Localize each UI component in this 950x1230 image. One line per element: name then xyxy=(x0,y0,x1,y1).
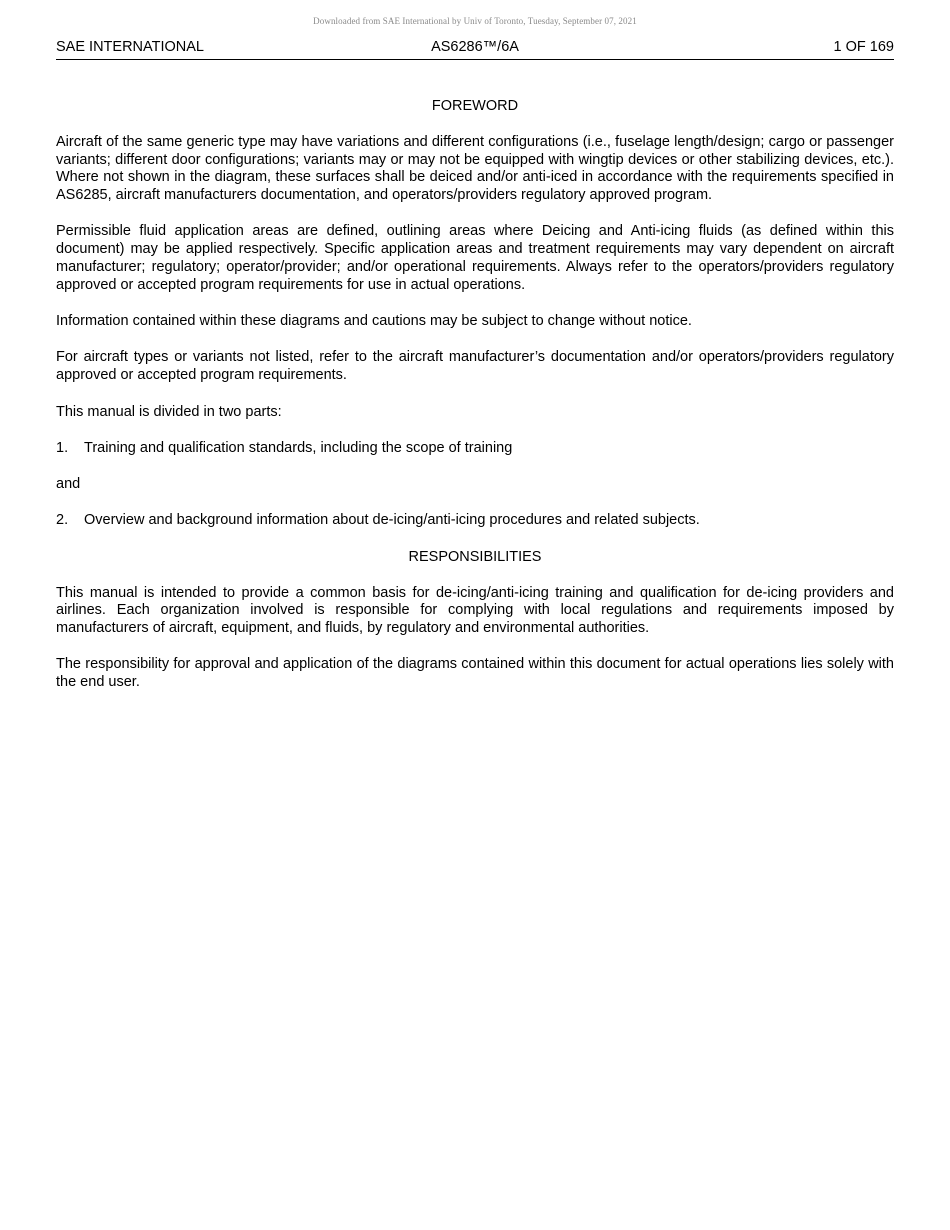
responsibilities-paragraph-1: This manual is intended to provide a common basis for de-icing/anti-icing training and qualification for de-icing providers and airlines. Each organization involved is responsible for complying with local regulations and requirements imposed by manufacturers of aircraft, equipment, and fluids, by regulatory and environmental authorities. xyxy=(56,584,894,637)
download-watermark: Downloaded from SAE International by Univ of Toronto, Tuesday, September 07, 2021 xyxy=(313,16,637,26)
foreword-heading: FOREWORD xyxy=(431,98,519,114)
responsibilities-paragraph-2: The responsibility for approval and application of the diagrams contained within this document for actual operations lies solely with the end user. xyxy=(56,656,894,691)
list-item-text: Overview and background information about de-icing/anti-icing procedures and related subjects. xyxy=(84,512,700,529)
list-item xyxy=(56,512,894,530)
responsibilities-heading: RESPONSIBILITIES xyxy=(408,548,542,565)
foreword-paragraph-3: Information contained within these diagrams and cautions may be subject to change without notice. xyxy=(56,313,692,330)
header-page-number: 1 OF 169 xyxy=(833,39,894,55)
foreword-paragraph-2: Permissible fluid application areas are defined, outlining areas where Deicing and Anti-icing fluids (as defined within this document) may be applied respectively. Specific application areas and treatment requirements may vary dependent on aircraft manufacturer; regulatory; operator/provider; and/or operational requirements. Always refer to the operators/providers regulatory approved or accepted program requirements for use in actual operations. xyxy=(56,223,894,293)
page-body xyxy=(56,98,894,711)
header-organization: SAE INTERNATIONAL xyxy=(56,39,204,55)
list-item-text: Training and qualification standards, including the scope of training xyxy=(84,439,513,456)
foreword-paragraph-1: Aircraft of the same generic type may have variations and different configurations (i.e., fuselage length/design; cargo or passenger variants; different door configurations; variants may or may not be equipped with wingtip devices or other stabilizing devices, etc.). Where not shown in the diagram, these surfaces shall be deiced and/or anti-iced in accordance with the requirements specified in AS6285, aircraft manufacturers documentation, and operators/providers regulatory approved program. xyxy=(56,133,894,204)
foreword-paragraph-4: For aircraft types or variants not listed, refer to the aircraft manufacturer’s documentation and/or operators/providers regulatory approved or accepted program requirements. xyxy=(56,349,894,384)
list-item-number: 2. xyxy=(56,512,69,529)
header-document-number: AS6286™/6A xyxy=(431,39,519,55)
foreword-paragraph-5: This manual is divided in two parts: xyxy=(56,403,282,420)
list-connector: and xyxy=(56,476,81,493)
list-item xyxy=(56,440,894,458)
page-header xyxy=(56,38,894,60)
list-item-number: 1. xyxy=(56,439,69,456)
